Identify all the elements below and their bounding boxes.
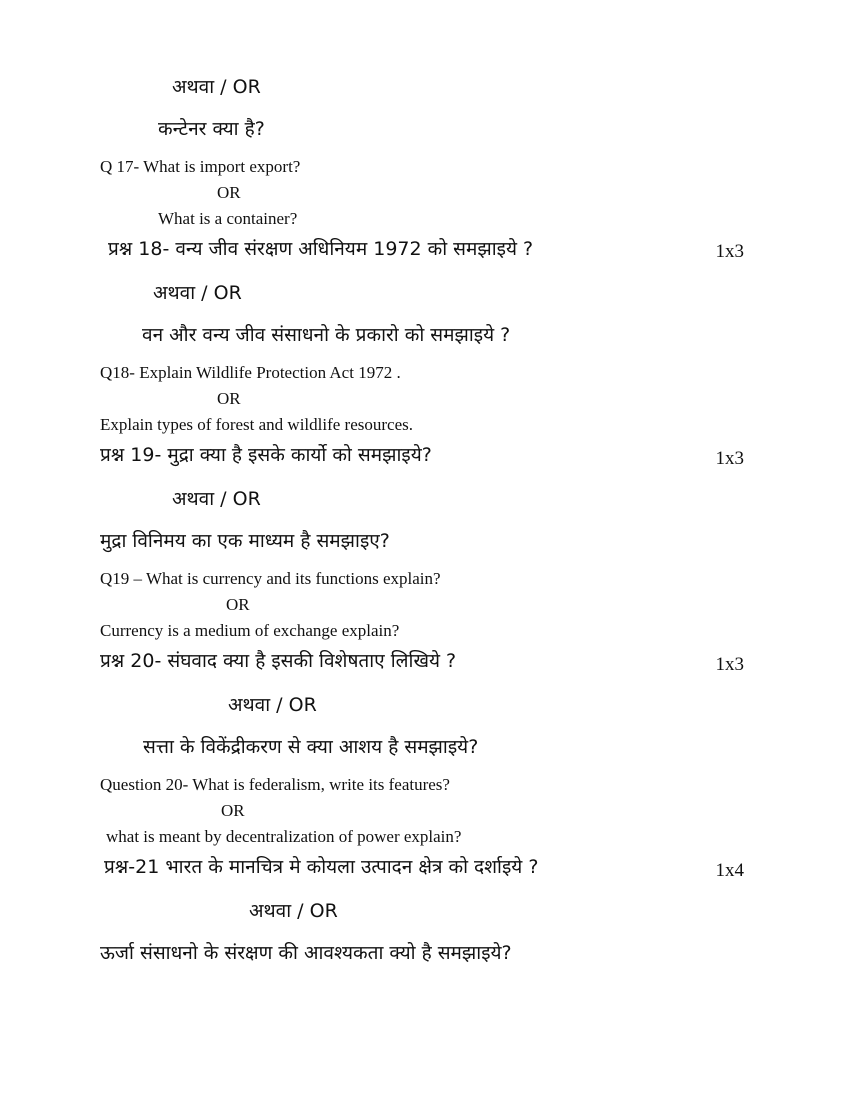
q19-alt-hindi: मुद्रा विनिमय का एक माध्यम है समझाइए? bbox=[100, 530, 390, 552]
q19-hindi: प्रश्न 19- मुद्रा क्या है इसके कार्यो को समझाइये? bbox=[100, 444, 432, 466]
or-label-q18: OR bbox=[217, 389, 241, 408]
q18-english: Q18- Explain Wildlife Protection Act 1972 . bbox=[100, 363, 401, 382]
q20-marks: 1x3 bbox=[715, 654, 744, 675]
q19-english: Q19 – What is currency and its functions explain? bbox=[100, 569, 441, 588]
q18-alt-english: Explain types of forest and wildlife resources. bbox=[100, 415, 413, 434]
q21-alt-hindi: ऊर्जा संसाधनो के संरक्षण की आवश्यकता क्यो है समझाइये? bbox=[100, 942, 512, 964]
q20-alt-hindi: सत्ता के विकेंद्रीकरण से क्या आशय है समझाइये? bbox=[143, 736, 479, 758]
q19-marks: 1x3 bbox=[715, 448, 744, 469]
or-label-q20: OR bbox=[221, 801, 245, 820]
q17-alt-english: What is a container? bbox=[158, 209, 298, 228]
or-label-q17: OR bbox=[217, 183, 241, 202]
or-divider-q21: अथवा / OR bbox=[249, 900, 338, 922]
q18-marks: 1x3 bbox=[715, 241, 744, 262]
q18-alt-hindi: वन और वन्य जीव संसाधनो के प्रकारो को समझाइये ? bbox=[142, 324, 511, 346]
q20-hindi: प्रश्न 20- संघवाद क्या है इसकी विशेषताए लिखिये ? bbox=[100, 650, 457, 672]
q21-hindi: प्रश्न-21 भारत के मानचित्र मे कोयला उत्पादन क्षेत्र को दर्शाइये ? bbox=[104, 856, 539, 878]
or-divider-q20: अथवा / OR bbox=[228, 694, 317, 716]
or-label-q19: OR bbox=[226, 595, 250, 614]
q21-marks: 1x4 bbox=[715, 860, 744, 881]
q19-alt-english: Currency is a medium of exchange explain? bbox=[100, 621, 400, 640]
or-divider-q18: अथवा / OR bbox=[153, 282, 242, 304]
q16-alt-hindi: कन्टेनर क्या है? bbox=[158, 118, 265, 140]
or-divider-q19: अथवा / OR bbox=[172, 488, 261, 510]
q18-hindi: प्रश्न 18- वन्य जीव संरक्षण अधिनियम 1972 को समझाइये ? bbox=[108, 238, 534, 260]
q20-english: Question 20- What is federalism, write its features? bbox=[100, 775, 450, 794]
or-divider-q16: अथवा / OR bbox=[172, 76, 261, 98]
q17-english: Q 17- What is import export? bbox=[100, 157, 301, 176]
q20-alt-english: what is meant by decentralization of power explain? bbox=[106, 827, 462, 846]
